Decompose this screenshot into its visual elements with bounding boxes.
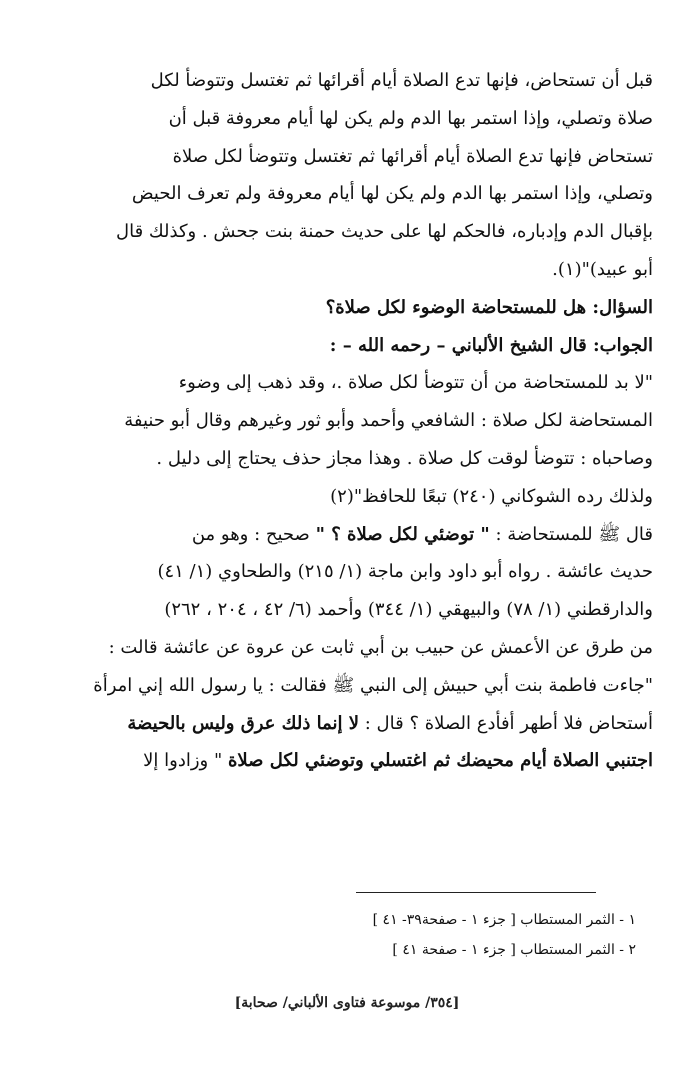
answer-body-line: المستحاضة لكل صلاة : الشافعي وأحمد وأبو ثور وغيرهم وقال أبو حنيفة <box>124 410 653 432</box>
body-line: بإقبال الدم وإدباره، فالحكم لها على حديث حمنة بنت جحش . وكذلك قال <box>116 221 653 243</box>
hadith-suffix: " وزادوا إلا <box>143 750 228 772</box>
footnote: ١ - الثمر المستطاب [ جزء ١ - صفحة٣٩- ٤١ ] <box>372 912 636 928</box>
hadith-quote: لا إنما ذلك عرق وليس بالحيضة <box>127 712 360 734</box>
hadith-line: من طرق عن الأعمش عن حبيب بن أبي ثابت عن عروة عن عائشة قالت : <box>108 636 653 658</box>
answer-body-line: ولذلك رده الشوكاني (٢٤٠) تبعًا للحافظ"(٢) <box>330 485 653 507</box>
footnotes <box>38 905 636 965</box>
body-line: قبل أن تستحاض، فإنها تدع الصلاة أيام أقرائها ثم تغتسل وتتوضأ لكل <box>150 70 653 91</box>
hadith-quote: " توضئي لكل صلاة ؟ " <box>315 523 490 545</box>
hadith-prefix: أستحاض فلا أطهر أفأدع الصلاة ؟ قال : <box>359 712 653 734</box>
question-text: هل للمستحاضة الوضوء لكل صلاة؟ <box>325 296 593 318</box>
hadith-line <box>38 742 653 780</box>
hadith-prefix: قال ﷺ للمستحاضة : <box>489 523 653 545</box>
answer-text: قال الشيخ الألباني – رحمه الله – : <box>329 334 593 356</box>
main-text <box>38 62 653 780</box>
running-footer: [٣٥٤/ موسوعة فتاوى الألباني/ صحابة] <box>234 995 460 1011</box>
hadith-line <box>38 516 653 554</box>
footnote-divider <box>356 892 596 893</box>
answer-body-line: "لا بد للمستحاضة من أن تتوضأ لكل صلاة .، وقد ذهب إلى وضوء <box>178 372 653 394</box>
hadith-line: حديث عائشة . رواه أبو داود وابن ماجة (١/ ٢١٥) والطحاوي (١/ ٤١) <box>157 561 653 583</box>
hadith-suffix: صحيح : وهو من <box>191 523 316 545</box>
answer-label: الجواب: <box>593 334 653 356</box>
body-line: صلاة وتصلي، وإذا استمر بها الدم ولم يكن لها أيام معروفة قبل أن <box>168 107 653 129</box>
body-line: أبو عبيد)"(١). <box>552 258 653 280</box>
hadith-line: والدارقطني (١/ ٧٨) والبيهقي (١/ ٣٤٤) وأحمد (٦/ ٤٢ ، ٢٠٤ ، ٢٦٢) <box>164 599 653 621</box>
hadith-line: "جاءت فاطمة بنت أبي حبيش إلى النبي ﷺ فقالت : يا رسول الله إني امرأة <box>93 674 653 696</box>
answer-body-line: وصاحباه : تتوضأ لوقت كل صلاة . وهذا مجاز حذف يحتاج إلى دليل . <box>156 447 653 469</box>
question-line <box>38 289 653 327</box>
hadith-line <box>38 705 653 743</box>
question-label: السؤال: <box>592 296 653 318</box>
hadith-quote: اجتنبي الصلاة أيام محيضك ثم اغتسلي وتوضئي لكل صلاة <box>227 750 653 772</box>
answer-line <box>38 327 653 365</box>
footnote: ٢ - الثمر المستطاب [ جزء ١ - صفحة ٤١ ] <box>392 942 636 958</box>
body-line: وتصلي، وإذا استمر بها الدم ولم يكن لها أيام معروفة ولم تعرف الحيض <box>131 183 653 205</box>
body-line: تستحاض فإنها تدع الصلاة أيام أقرائها ثم تغتسل وتتوضأ لكل صلاة <box>172 145 653 167</box>
